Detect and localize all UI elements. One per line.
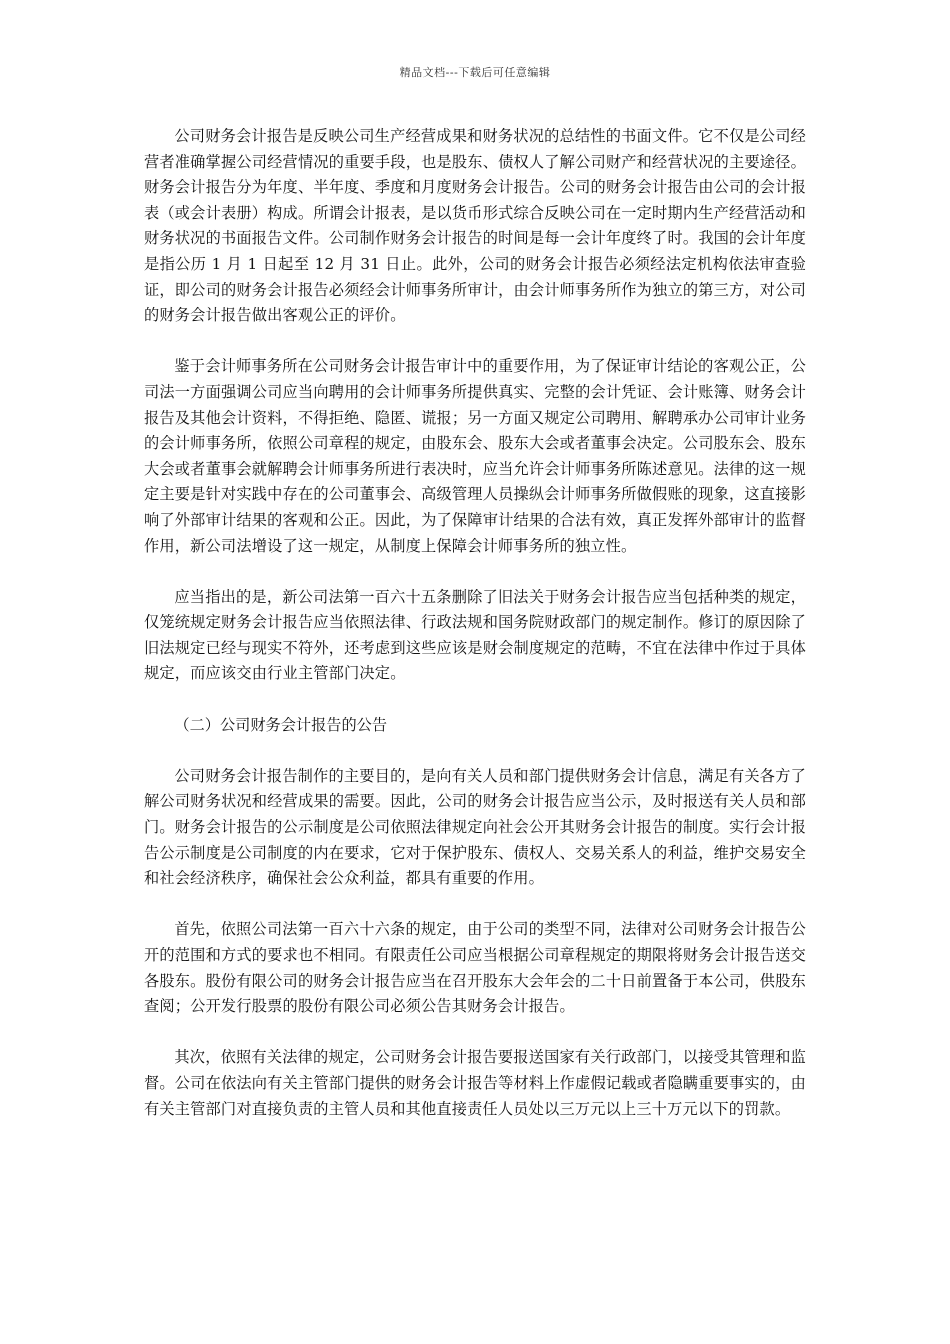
paragraph-gap [144, 329, 806, 355]
paragraph-1: 公司财务会计报告是反映公司生产经营成果和财务状况的总结性的书面文件。它不仅是公司经营者准确掌握公司经营情况的重要手段，也是股东、债权人了解公司财产和经营状况的主要途径。财务会计报告分为年度、半年度、季度和月度财务会计报告。公司的财务会计报告由公司的会计报表（或会计表册）构成。所谓会计报表，是以货币形式综合反映公司在一定时期内生产经营活动和财务状况的书面报告文件。公司制作财务会计报告的时间是每一会计年度终了时。我国的会计年度是指公历 1 月 1 日起至 12 月 31 日止。此外，公司的财务会计报告必须经法定机构依法审查验证，即公司的财务会计报告必须经会计师事务所审计，由会计师事务所作为独立的第三方，对公司的财务会计报告做出客观公正的评价。 [144, 127, 806, 325]
paragraph-5: 首先，依照公司法第一百六十六条的规定，由于公司的类型不同，法律对公司财务会计报告公开的范围和方式的要求也不相同。有限责任公司应当根据公司章程规定的期限将财务会计报告送交各股东。股份有限公司的财务会计报告应当在召开股东大会年会的二十日前置备于本公司，供股东查阅；公开发行股票的股份有限公司必须公告其财务会计报告。 [144, 920, 806, 1016]
document-body [144, 124, 806, 1122]
paragraph-gap [144, 687, 806, 713]
section-heading: （二）公司财务会计报告的公告 [174, 715, 388, 734]
paragraph-gap [144, 559, 806, 585]
page-header: 精品文档---下载后可任意编辑 [399, 66, 551, 79]
paragraph-3: 应当指出的是，新公司法第一百六十五条删除了旧法关于财务会计报告应当包括种类的规定，仅笼统规定财务会计报告应当依照法律、行政法规和国务院财政部门的规定制作。修订的原因除了旧法规定已经与现实不符外，还考虑到这些应该是财会制度规定的范畴，不宜在法律中作过于具体规定，而应该交由行业主管部门决定。 [144, 587, 806, 683]
paragraph-gap [144, 892, 806, 918]
paragraph-2: 鉴于会计师事务所在公司财务会计报告审计中的重要作用，为了保证审计结论的客观公正，公司法一方面强调公司应当向聘用的会计师事务所提供真实、完整的会计凭证、会计账簿、财务会计报告及其他会计资料，不得拒绝、隐匿、谎报；另一方面又规定公司聘用、解聘承办公司审计业务的会计师事务所，依照公司章程的规定，由股东会、股东大会或者董事会决定。公司股东会、股东大会或者董事会就解聘会计师事务所进行表决时，应当允许会计师事务所陈述意见。法律的这一规定主要是针对实践中存在的公司董事会、高级管理人员操纵会计师事务所做假账的现象，这直接影响了外部审计结果的客观和公正。因此，为了保障审计结果的合法有效，真正发挥外部审计的监督作用，新公司法增设了这一规定，从制度上保障会计师事务所的独立性。 [144, 357, 806, 555]
paragraph-gap [144, 738, 806, 764]
paragraph-4: 公司财务会计报告制作的主要目的，是向有关人员和部门提供财务会计信息，满足有关各方了解公司财务状况和经营成果的需要。因此，公司的财务会计报告应当公示，及时报送有关人员和部门。财务会计报告的公示制度是公司依照法律规定向社会公开其财务会计报告的制度。实行会计报告公示制度是公司制度的内在要求，它对于保护股东、债权人、交易关系人的利益，维护交易安全和社会经济秩序，确保社会公众利益，都具有重要的作用。 [144, 766, 806, 888]
paragraph-6: 其次，依照有关法律的规定，公司财务会计报告要报送国家有关行政部门，以接受其管理和监督。公司在依法向有关主管部门提供的财务会计报告等材料上作虚假记载或者隐瞒重要事实的，由有关主管部门对直接负责的主管人员和其他直接责任人员处以三万元以上三十万元以下的罚款。 [144, 1048, 806, 1118]
paragraph-gap [144, 1020, 806, 1046]
